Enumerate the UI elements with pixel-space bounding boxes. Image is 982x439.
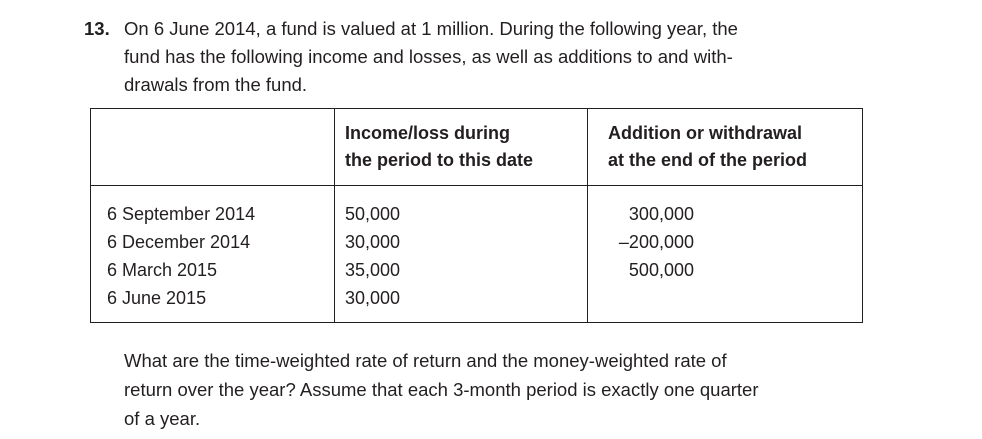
- header-addition-line: Addition or withdrawal: [608, 123, 802, 143]
- table-row: [91, 256, 863, 284]
- header-addition-line: at the end of the period: [608, 150, 808, 170]
- row-date: 6 March 2015: [91, 256, 335, 284]
- question-line: return over the year? Assume that each 3-month period is exactly one quarter: [124, 379, 759, 400]
- question-text: [124, 346, 866, 433]
- row-addition: –200,000: [588, 228, 863, 256]
- row-income: 30,000: [335, 228, 588, 256]
- row-addition: 300,000: [588, 186, 863, 229]
- row-date: 6 September 2014: [91, 186, 335, 229]
- row-addition: [588, 284, 863, 323]
- table-row: [91, 284, 863, 323]
- row-income: 35,000: [335, 256, 588, 284]
- cash-flow-table: [90, 108, 863, 323]
- row-addition: 500,000: [588, 256, 863, 284]
- row-date: 6 December 2014: [91, 228, 335, 256]
- problem-number: 13.: [84, 18, 110, 39]
- row-income: 50,000: [335, 186, 588, 229]
- table-row: [91, 186, 863, 229]
- problem-stem: [124, 15, 872, 99]
- row-income: 30,000: [335, 284, 588, 323]
- question-line: What are the time-weighted rate of return and the money-weighted rate of: [124, 350, 727, 371]
- header-income-line: Income/loss during: [345, 123, 511, 143]
- header-addition-withdrawal: [588, 109, 863, 186]
- header-date: [91, 109, 335, 186]
- question-line: of a year.: [124, 408, 201, 429]
- row-date: 6 June 2015: [91, 284, 335, 323]
- header-income-loss: [335, 109, 588, 186]
- problem-stem-line: fund has the following income and losses, as well as additions to and with-: [124, 46, 733, 67]
- table-row: [91, 228, 863, 256]
- table-header-row: [91, 109, 863, 186]
- problem-stem-line: On 6 June 2014, a fund is valued at 1 million. During the following year, the: [124, 18, 738, 39]
- problem-stem-line: drawals from the fund.: [124, 74, 308, 95]
- header-income-line: the period to this date: [345, 150, 534, 170]
